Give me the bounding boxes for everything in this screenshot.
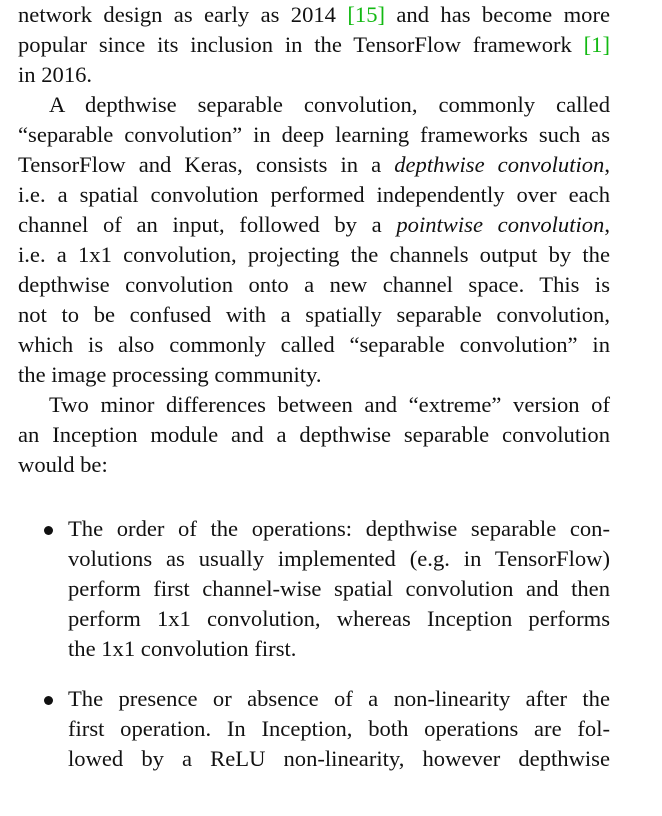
text-line: A depthwise separable convolution, commonly called	[49, 92, 610, 117]
text-run: ,	[604, 152, 611, 177]
text-line: which is also commonly called “separable convolution” in	[18, 332, 610, 357]
text-line: in 2016.	[18, 62, 93, 87]
text-line: i.e. a 1x1 convolution, projecting the channels output by the	[18, 242, 610, 267]
text-line: first operation. In Inception, both operations are fol-	[68, 716, 610, 741]
emphasis-term: depthwise convolution	[394, 152, 605, 177]
text-line: an Inception module and a depthwise separable convolution	[18, 422, 610, 447]
paper-text-column	[18, 0, 610, 774]
text-line: volutions as usually implemented (e.g. in TensorFlow)	[68, 546, 610, 571]
text-line	[18, 30, 610, 60]
text-line: would be:	[18, 452, 108, 477]
text-run: TensorFlow and Keras, consists in a	[18, 152, 395, 177]
paragraph-3	[18, 390, 610, 480]
text-run: network design as early as 2014	[18, 2, 348, 27]
text-line: The order of the operations: depthwise separable con-	[68, 516, 610, 541]
citation-link-1[interactable]: [1]	[583, 32, 610, 57]
bullet-icon	[44, 696, 53, 705]
text-line: perform first channel-wise spatial convolution and then	[68, 576, 610, 601]
text-line: i.e. a spatial convolution performed independently over each	[18, 182, 610, 207]
text-line: not to be confused with a spatially separable convolution,	[18, 302, 610, 327]
paragraph-2	[18, 90, 610, 390]
text-line: lowed by a ReLU non-linearity, however depthwise	[68, 746, 610, 771]
text-run: and has become more	[385, 2, 610, 27]
text-line: perform 1x1 convolution, whereas Inception performs	[68, 606, 610, 631]
text-line	[18, 210, 610, 240]
text-line: the image processing community.	[18, 362, 322, 387]
text-line: depthwise convolution onto a new channel space. This is	[18, 272, 610, 297]
bullet-item	[18, 514, 610, 664]
citation-link-15[interactable]: [15]	[347, 2, 386, 27]
emphasis-term: pointwise convolution	[396, 212, 605, 237]
text-line: Two minor differences between and “extreme” version of	[49, 392, 610, 417]
text-line: The presence or absence of a non-linearity after the	[68, 686, 610, 711]
bullet-item	[18, 684, 610, 774]
paragraph-1	[18, 0, 610, 90]
spacer	[18, 664, 610, 684]
text-line	[18, 0, 610, 30]
spacer	[18, 480, 610, 514]
text-run: popular since its inclusion in the TensorFlow framework	[18, 32, 584, 57]
text-run: ,	[604, 212, 611, 237]
bullet-icon	[44, 526, 53, 535]
text-line	[18, 150, 610, 180]
text-line: the 1x1 convolution first.	[68, 636, 297, 661]
text-run: channel of an input, followed by a	[18, 212, 397, 237]
text-line: “separable convolution” in deep learning frameworks such as	[18, 122, 610, 147]
